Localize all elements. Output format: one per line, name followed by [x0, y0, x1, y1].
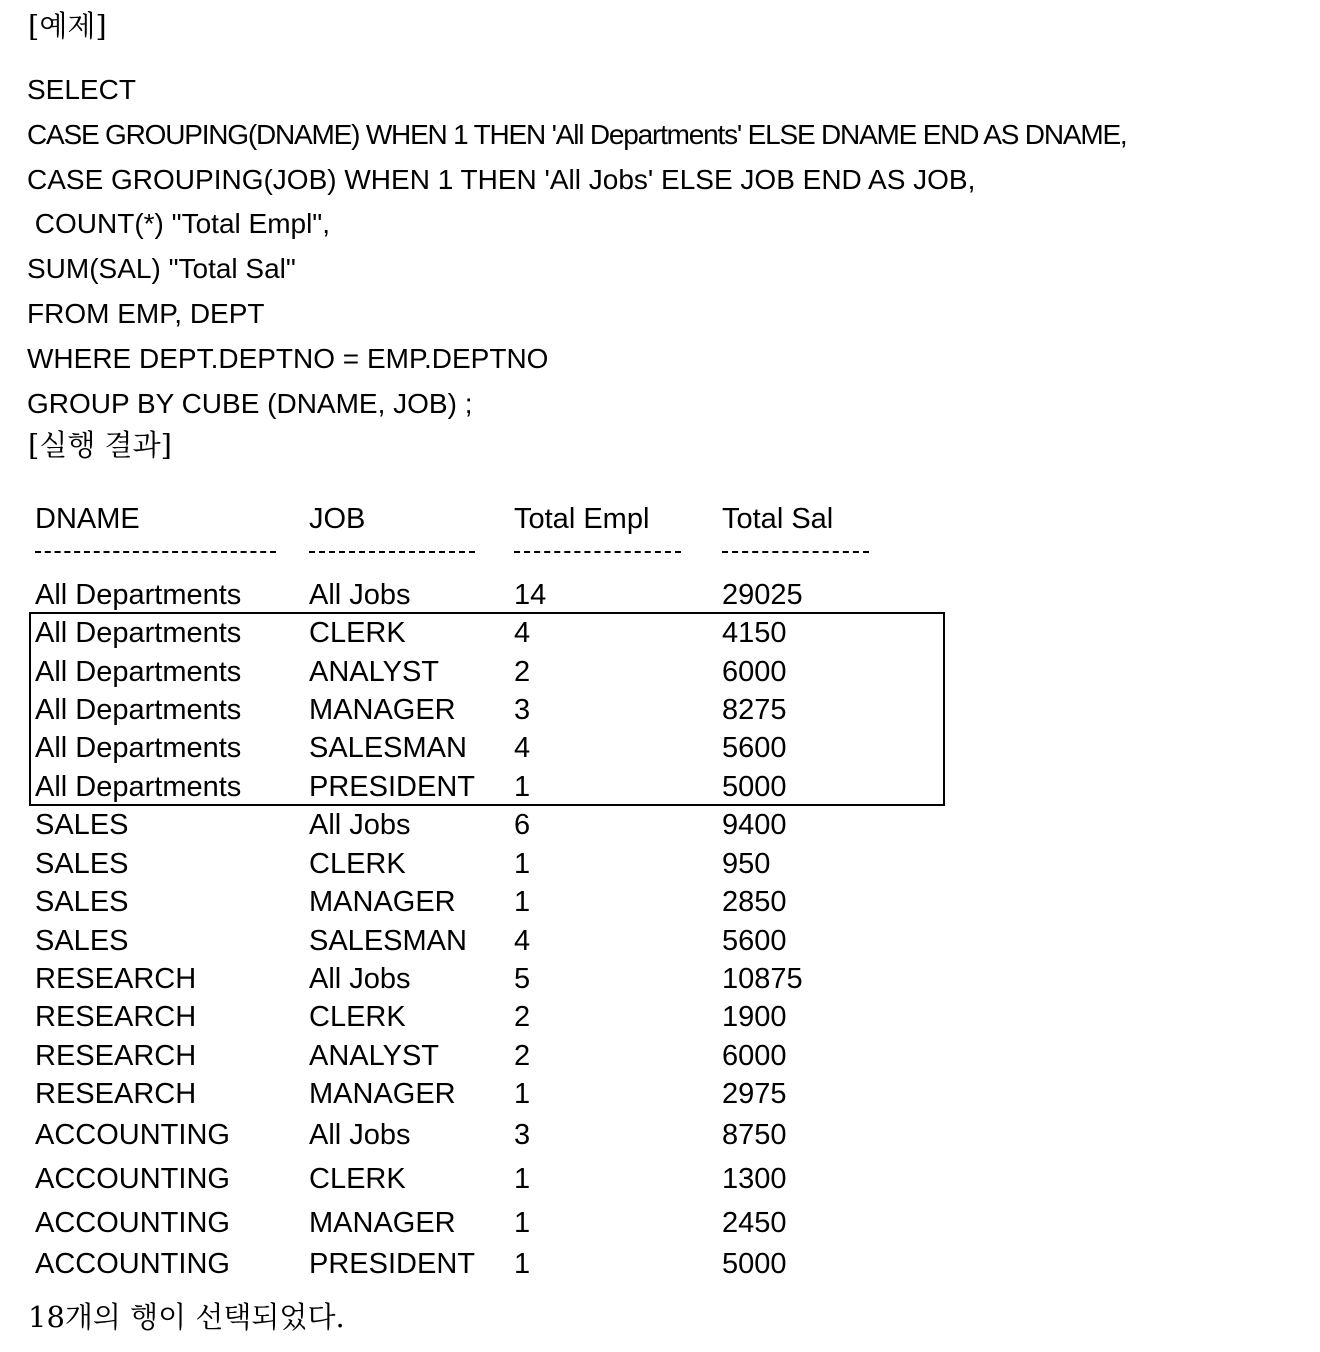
cell-job: MANAGER — [309, 1078, 456, 1110]
cell-job: All Jobs — [309, 579, 411, 611]
cell-job: MANAGER — [309, 694, 456, 726]
cell-job: CLERK — [309, 617, 406, 649]
cell-job: ANALYST — [309, 656, 440, 688]
sql-line-from: FROM EMP, DEPT — [27, 298, 265, 329]
cell-total-empl: 6 — [514, 809, 531, 841]
cell-dname: SALES — [35, 848, 129, 880]
cell-total-empl: 3 — [514, 694, 531, 726]
cell-job: All Jobs — [309, 963, 411, 995]
cell-total-sal: 2975 — [722, 1078, 787, 1110]
cell-job: PRESIDENT — [309, 771, 475, 803]
cell-dname: ACCOUNTING — [35, 1119, 230, 1151]
cell-total-empl: 4 — [514, 617, 531, 649]
cell-total-sal: 9400 — [722, 809, 787, 841]
cell-total-empl: 3 — [514, 1119, 531, 1151]
cell-total-empl: 14 — [514, 579, 547, 611]
cell-total-sal: 29025 — [722, 579, 803, 611]
cell-job: PRESIDENT — [309, 1248, 475, 1280]
cell-total-sal: 6000 — [722, 656, 787, 688]
cell-dname: ACCOUNTING — [35, 1163, 230, 1195]
sql-line-case-job: CASE GROUPING(JOB) WHEN 1 THEN 'All Jobs' ELSE JOB END AS JOB, — [27, 164, 976, 195]
example-label: [예제] — [28, 9, 107, 43]
column-header-total-empl: Total Empl — [514, 503, 650, 535]
cell-dname: All Departments — [35, 732, 242, 764]
cell-total-empl: 1 — [514, 1248, 531, 1280]
cell-total-sal: 10875 — [722, 963, 803, 995]
header-separator — [722, 551, 869, 553]
cell-total-sal: 5600 — [722, 925, 787, 957]
result-label: [실행 결과] — [28, 428, 172, 462]
cell-dname: SALES — [35, 925, 129, 957]
cell-job: ANALYST — [309, 1040, 440, 1072]
cell-job: CLERK — [309, 1163, 406, 1195]
header-separator — [514, 551, 681, 553]
cell-job: CLERK — [309, 848, 406, 880]
cell-total-empl: 1 — [514, 886, 531, 918]
cell-dname: ACCOUNTING — [35, 1207, 230, 1239]
cell-dname: RESEARCH — [35, 1040, 197, 1072]
cell-job: All Jobs — [309, 809, 411, 841]
cell-dname: SALES — [35, 809, 129, 841]
cell-total-empl: 4 — [514, 732, 531, 764]
cell-total-sal: 2450 — [722, 1207, 787, 1239]
cell-total-sal: 5000 — [722, 771, 787, 803]
sql-line-group-by: GROUP BY CUBE (DNAME, JOB) ; — [27, 388, 473, 419]
cell-total-sal: 8750 — [722, 1119, 787, 1151]
cell-total-empl: 1 — [514, 848, 531, 880]
column-header-dname: DNAME — [35, 503, 140, 535]
cell-dname: ACCOUNTING — [35, 1248, 230, 1280]
cell-total-empl: 2 — [514, 656, 531, 688]
cell-job: CLERK — [309, 1001, 406, 1033]
cell-dname: RESEARCH — [35, 963, 197, 995]
cell-total-sal: 5000 — [722, 1248, 787, 1280]
cell-total-sal: 950 — [722, 848, 771, 880]
cell-job: MANAGER — [309, 886, 456, 918]
column-header-job: JOB — [309, 503, 366, 535]
cell-dname: All Departments — [35, 579, 242, 611]
cell-dname: RESEARCH — [35, 1078, 197, 1110]
cell-total-sal: 5600 — [722, 732, 787, 764]
cell-total-sal: 4150 — [722, 617, 787, 649]
cell-total-empl: 5 — [514, 963, 531, 995]
header-separator — [309, 551, 475, 553]
cell-total-empl: 2 — [514, 1001, 531, 1033]
sql-line-sum: SUM(SAL) "Total Sal" — [27, 253, 296, 284]
cell-total-empl: 4 — [514, 925, 531, 957]
column-header-total-sal: Total Sal — [722, 503, 834, 535]
cell-total-sal: 1900 — [722, 1001, 787, 1033]
row-count-note: 18개의 행이 선택되었다. — [28, 1300, 345, 1334]
cell-dname: All Departments — [35, 617, 242, 649]
cell-total-sal: 8275 — [722, 694, 787, 726]
cell-job: All Jobs — [309, 1119, 411, 1151]
header-separator — [35, 551, 276, 553]
cell-total-empl: 1 — [514, 1078, 531, 1110]
sql-line-where: WHERE DEPT.DEPTNO = EMP.DEPTNO — [27, 343, 549, 374]
cell-dname: All Departments — [35, 694, 242, 726]
cell-total-empl: 1 — [514, 771, 531, 803]
cell-total-empl: 2 — [514, 1040, 531, 1072]
sql-line-count: COUNT(*) "Total Empl", — [27, 208, 331, 239]
cell-total-empl: 1 — [514, 1163, 531, 1195]
cell-dname: SALES — [35, 886, 129, 918]
sql-line-select: SELECT — [27, 74, 136, 105]
cell-total-sal: 6000 — [722, 1040, 787, 1072]
sql-line-case-dname: CASE GROUPING(DNAME) WHEN 1 THEN 'All Departments' ELSE DNAME END AS DNAME, — [27, 119, 1127, 150]
cell-job: MANAGER — [309, 1207, 456, 1239]
cell-total-sal: 2850 — [722, 886, 787, 918]
cell-total-empl: 1 — [514, 1207, 531, 1239]
cell-job: SALESMAN — [309, 925, 467, 957]
cell-dname: All Departments — [35, 656, 242, 688]
cell-dname: All Departments — [35, 771, 242, 803]
cell-dname: RESEARCH — [35, 1001, 197, 1033]
cell-job: SALESMAN — [309, 732, 467, 764]
cell-total-sal: 1300 — [722, 1163, 787, 1195]
